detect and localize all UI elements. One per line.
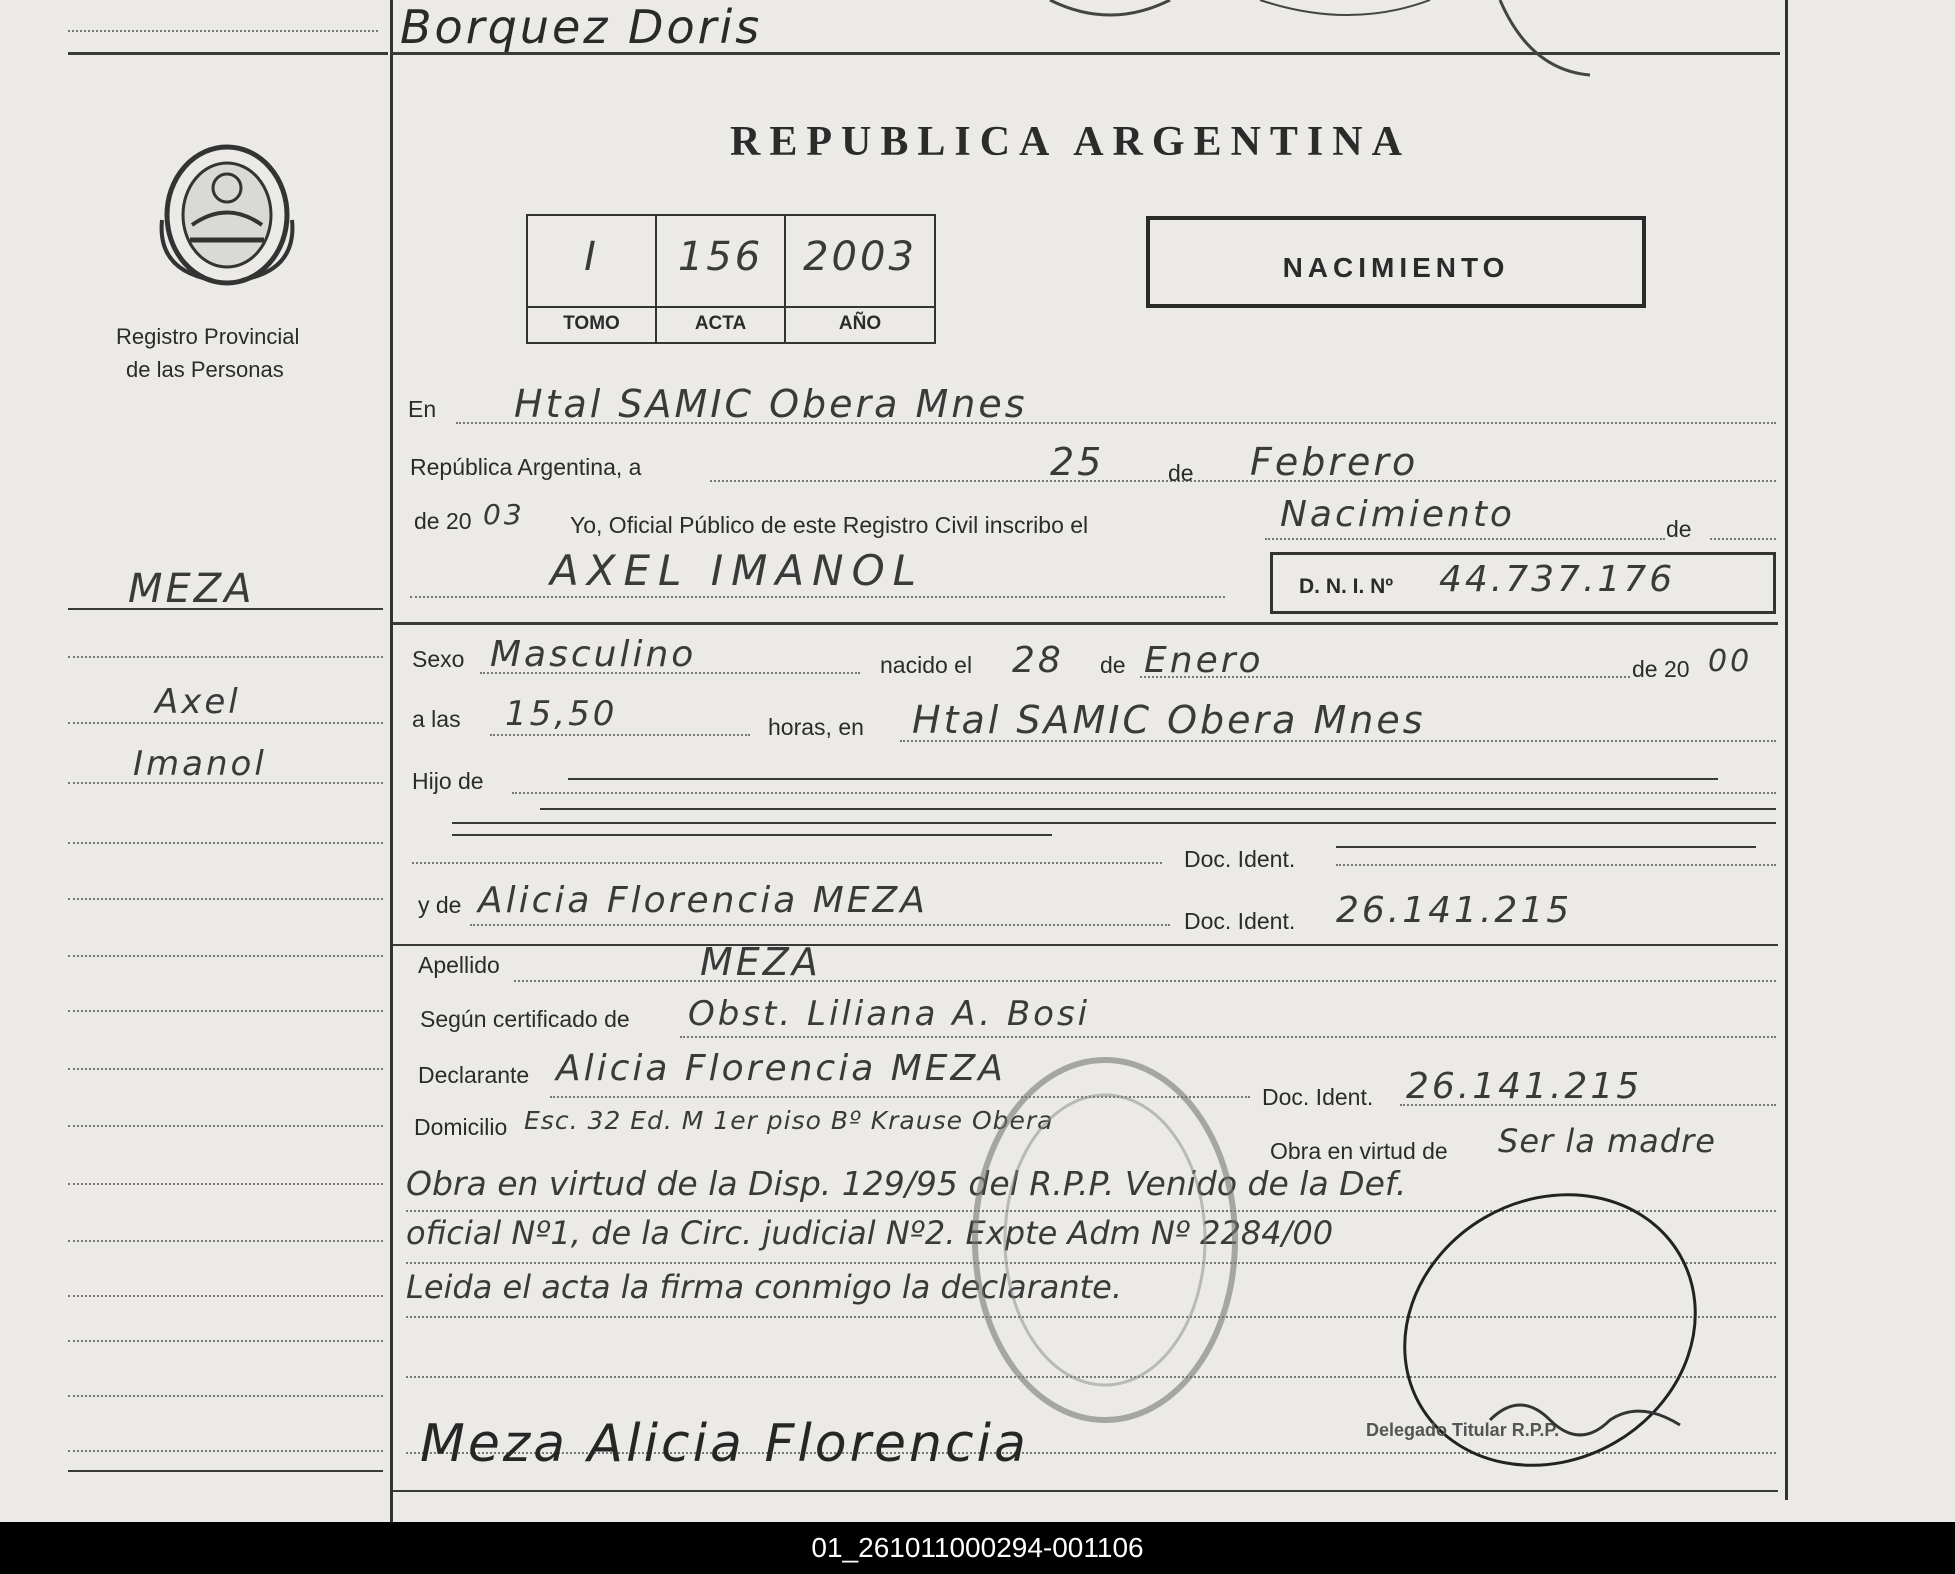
margin-line <box>68 1183 383 1185</box>
margin-line <box>68 656 383 658</box>
domicilio-value: Esc. 32 Ed. M 1er piso Bº Krause Obera <box>524 1106 1054 1135</box>
margin-line <box>68 898 383 900</box>
registry-line2: de las Personas <box>126 357 284 382</box>
margin-given1: Axel <box>155 682 241 722</box>
en-value: Htal SAMIC Obera Mnes <box>514 382 1028 426</box>
coat-of-arms-icon <box>152 140 302 290</box>
acta-label: ACTA <box>657 306 784 342</box>
dni-box <box>1270 552 1776 614</box>
declarante-doc: 26.141.215 <box>1406 1066 1643 1107</box>
apellido-line <box>514 980 1776 982</box>
anio-value: 2003 <box>803 234 917 280</box>
father-doc-strike <box>1336 846 1756 848</box>
hijo-strike1 <box>568 778 1718 780</box>
month-value: Febrero <box>1250 440 1419 484</box>
de-label2: de <box>1666 516 1692 542</box>
margin-line <box>68 1240 383 1242</box>
margin-top-rule <box>68 52 388 55</box>
tomo-cell <box>526 214 657 344</box>
yde-label: y de <box>418 892 462 918</box>
de2003-label: de 20 <box>414 508 472 534</box>
hijo-strike4 <box>452 834 1052 836</box>
margin-given2: Imanol <box>133 744 267 784</box>
top-signature: Borquez Doris <box>400 0 763 54</box>
declarante-doc-line <box>1400 1104 1776 1106</box>
hora-value: 15,50 <box>505 694 618 734</box>
segun-value: Obst. Liliana A. Bosi <box>688 994 1091 1034</box>
margin-line <box>68 955 383 957</box>
note-line2: oficial Nº1, de la Circ. judicial Nº2. Expte Adm Nº 2284/00 <box>406 1214 1334 1252</box>
sexo-line <box>480 672 860 674</box>
sexo-label: Sexo <box>412 646 465 672</box>
country-heading: REPUBLICA ARGENTINA <box>730 119 1411 165</box>
margin-dots <box>68 30 378 32</box>
sexo-value: Masculino <box>490 634 697 675</box>
seal-fragment-top <box>1030 0 1750 80</box>
signature-scribble <box>1480 1380 1700 1460</box>
year-suffix: 03 <box>483 498 525 531</box>
margin-surname: MEZA <box>128 566 255 612</box>
birth-line <box>1140 676 1630 678</box>
delegate-stamp-icon <box>1370 1190 1750 1510</box>
margin-line <box>68 1295 383 1297</box>
segun-label: Según certificado de <box>420 1006 630 1032</box>
margin-line <box>68 782 383 784</box>
de-line <box>1710 538 1776 540</box>
name-section-rule <box>392 622 1778 625</box>
declarante-value: Alicia Florencia MEZA <box>556 1048 1006 1089</box>
acta-value: 156 <box>677 234 764 280</box>
declarante-signature: Meza Alicia Florencia <box>420 1414 1029 1474</box>
inscribo-value: Nacimiento <box>1280 494 1515 535</box>
margin-line <box>68 722 383 724</box>
obra-value: Ser la madre <box>1498 1122 1716 1160</box>
act-type: NACIMIENTO <box>1282 252 1510 283</box>
registry-stamp-icon <box>960 1040 1260 1440</box>
margin-rule <box>68 608 383 610</box>
de-label: de <box>1168 460 1194 486</box>
domicilio-label: Domicilio <box>414 1114 508 1140</box>
mother-value: Alicia Florencia MEZA <box>478 880 928 921</box>
name-line <box>410 596 1225 598</box>
obra-label: Obra en virtud de <box>1270 1138 1448 1164</box>
yo-label: Yo, Oficial Público de este Registro Civil inscribo el <box>570 512 1089 538</box>
apellido-label: Apellido <box>418 952 500 978</box>
mother-rule <box>392 944 1778 946</box>
registry-line1: Registro Provincial <box>116 324 300 349</box>
birth-year-suffix: 00 <box>1708 644 1753 679</box>
apellido-value: MEZA <box>700 940 821 984</box>
right-border <box>1785 0 1788 1500</box>
margin-line <box>68 1125 383 1127</box>
tomo-label: TOMO <box>528 306 655 342</box>
birth-month: Enero <box>1144 640 1264 681</box>
de20-label: de 20 <box>1632 656 1690 682</box>
margin-line <box>68 1395 383 1397</box>
anio-cell <box>784 214 936 344</box>
hijo-label: Hijo de <box>412 768 484 794</box>
margin-line <box>68 1010 383 1012</box>
birth-day: 28 <box>1012 640 1064 681</box>
father-line <box>412 862 1162 864</box>
hijo-line <box>512 792 1776 794</box>
doc-ident-label-mother: Doc. Ident. <box>1184 908 1296 934</box>
hijo-strike2 <box>540 808 1776 810</box>
hora-line <box>490 734 750 736</box>
horas-label: horas, en <box>768 714 864 740</box>
day-value: 25 <box>1050 440 1105 484</box>
margin-line <box>68 1068 383 1070</box>
republica-label: República Argentina, a <box>410 454 642 480</box>
place-line <box>900 740 1776 742</box>
mother-line <box>470 924 1170 926</box>
hijo-strike3 <box>452 822 1776 824</box>
de-label3: de <box>1100 652 1126 678</box>
doc-ident-label-father: Doc. Ident. <box>1184 846 1296 872</box>
date-line <box>710 480 1776 482</box>
delegado-label: Delegado Titular R.P.P. <box>1366 1420 1560 1440</box>
note-line3: Leida el acta la firma conmigo la declarante. <box>406 1268 1123 1306</box>
alas-label: a las <box>412 706 461 732</box>
acta-cell <box>655 214 786 344</box>
image-id-footer: 01_261011000294-001106 <box>0 1522 1955 1574</box>
inscribo-line <box>1265 538 1665 540</box>
mother-doc: 26.141.215 <box>1336 890 1573 931</box>
birth-place: Htal SAMIC Obera Mnes <box>912 698 1426 742</box>
en-label: En <box>408 396 437 422</box>
tomo-value: I <box>584 234 599 280</box>
father-doc-line <box>1336 864 1776 866</box>
declarante-label: Declarante <box>418 1062 530 1088</box>
dni-label: D. N. I. Nº <box>1299 575 1394 598</box>
nacido-label: nacido el <box>880 652 973 678</box>
margin-bottom-rule <box>68 1470 383 1472</box>
segun-line <box>680 1036 1776 1038</box>
margin-line <box>68 1450 383 1452</box>
name-value: AXEL IMANOL <box>550 546 925 595</box>
margin-divider <box>390 0 393 1522</box>
margin-line <box>68 1340 383 1342</box>
note-line1: Obra en virtud de la Disp. 129/95 del R.P.P. Venido de la Def. <box>406 1164 1407 1203</box>
doc-ident-label-declarante: Doc. Ident. <box>1262 1084 1374 1110</box>
dni-value: 44.737.176 <box>1439 559 1676 600</box>
margin-line <box>68 842 383 844</box>
act-type-box <box>1146 216 1646 308</box>
anio-label: AÑO <box>786 306 934 342</box>
